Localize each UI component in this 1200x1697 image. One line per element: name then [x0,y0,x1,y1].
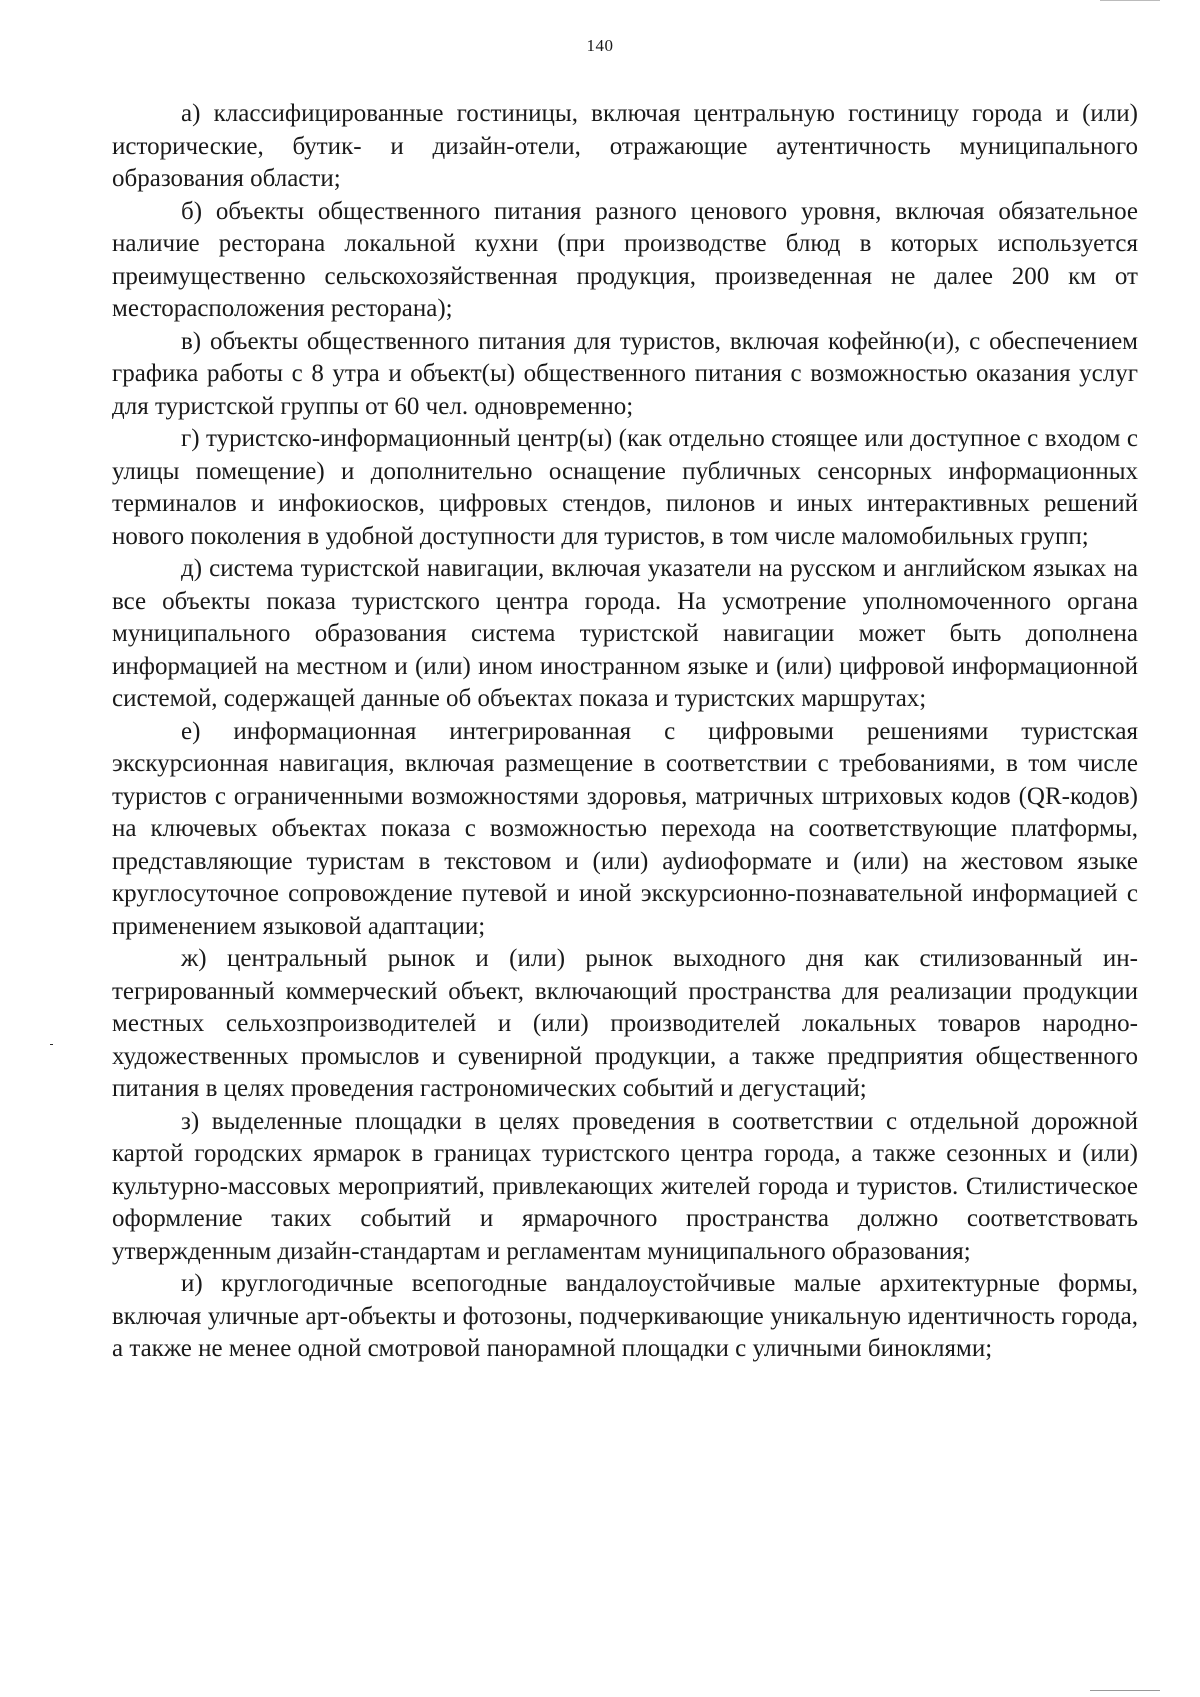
paragraph-z: з) выделенные площадки в целях проведения в соответствии с отдельной дорожной картой городских ярмарок в границах туристского центра города, а также сезонных и (или) культурно-массовых мероприятий, привлекающих жителей города и туристов. Стилистическое оформление таких событий и ярмарочного пространства должно соответствовать утвержденным дизайн-стандартам и регламентам муниципального образования; [112,1107,1138,1265]
paragraph-g: г) туристско-информационный центр(ы) (как отдельно стоящее или доступное с входом с улицы помещение) и дополнительно оснащение публичных сенсорных информационных терминалов и инфокиосков, цифровых стендов, пилонов и иных интерактивных решений нового поколения в удобной доступности для туристов, в том числе маломобильных групп; [112,425,1138,550]
paragraph-zh: ж) центральный рынок и (или) рынок выходного дня как стилизованный интегрированный коммерческий объект, включающий пространства для реализации продукции местных сельхозпроизводителей и (или) производителей локальных товаров народно-художественных промыслов и сувенирной продукции, а также предприятия общественного питания в целях проведения гастрономических событий и дегустаций; [112,945,1138,1102]
paragraph-a: а) классифицированные гостиницы, включая центральную гостиницу города и (или) исторические, бутик- и дизайн-отели, отражающие аутентичность муниципального образования области; [112,100,1138,192]
scan-artifact-bottom-right [1090,1690,1160,1691]
paragraph-e: е) информационная интегрированная с цифровыми решениями туристская экскурсионная навигация, включая размещение в соответствии с требованиями, в том числе туристов с ограниченными возможностями здоровья, матричных штриховых кодов (QR-кодов) на ключевых объектах показа с возможностью перехода на соответствующие платформы, представляющие туристам в текстовом и (или) ауdиоформате и (или) на жестовом языке круглосуточное сопровождение путевой и иной экскурсионно-познавательной информацией с применением языковой адаптации; [112,717,1138,940]
paragraph-d: д) система туристской навигации, включая указатели на русском и английском языках на все объекты показа туристского центра города. На усмотрение уполномоченного органа муниципального образования система туристской навигации может быть дополнена информацией на местном и (или) ином иностранном языке и (или) цифровой информационной системой, содержащей данные об объектах показа и туристских маршрутах; [112,555,1138,712]
paragraph-v: в) объекты общественного питания для туристов, включая кофейню(и), с обеспечением графика работы с 8 утра и объект(ы) общественного питания с возможностью оказания услуг для туристской группы от 60 чел. одновременно; [112,327,1138,420]
paragraph-i: и) круглогодичные всепогодные вандалоустойчивые малые архитектурные формы, включая уличные арт-объекты и фотозоны, подчеркивающие уникальную идентичность города, а также не менее одной смотровой панорамной площадки с уличными биноклями; [112,1270,1138,1362]
scan-artifact-top-right [1100,0,1160,1]
page-number: 140 [586,36,614,55]
scan-artifact-left [50,1044,53,1045]
document-body [112,98,1138,1366]
paragraph-b: б) объекты общественного питания разного ценового уровня, включая обязательное наличие ресторана локальной кухни (при производстве блюд в которых используется преимущественно сельскохозяйственная продукция, произведенная не далее 200 км от месторасположения ресторана); [112,197,1138,322]
